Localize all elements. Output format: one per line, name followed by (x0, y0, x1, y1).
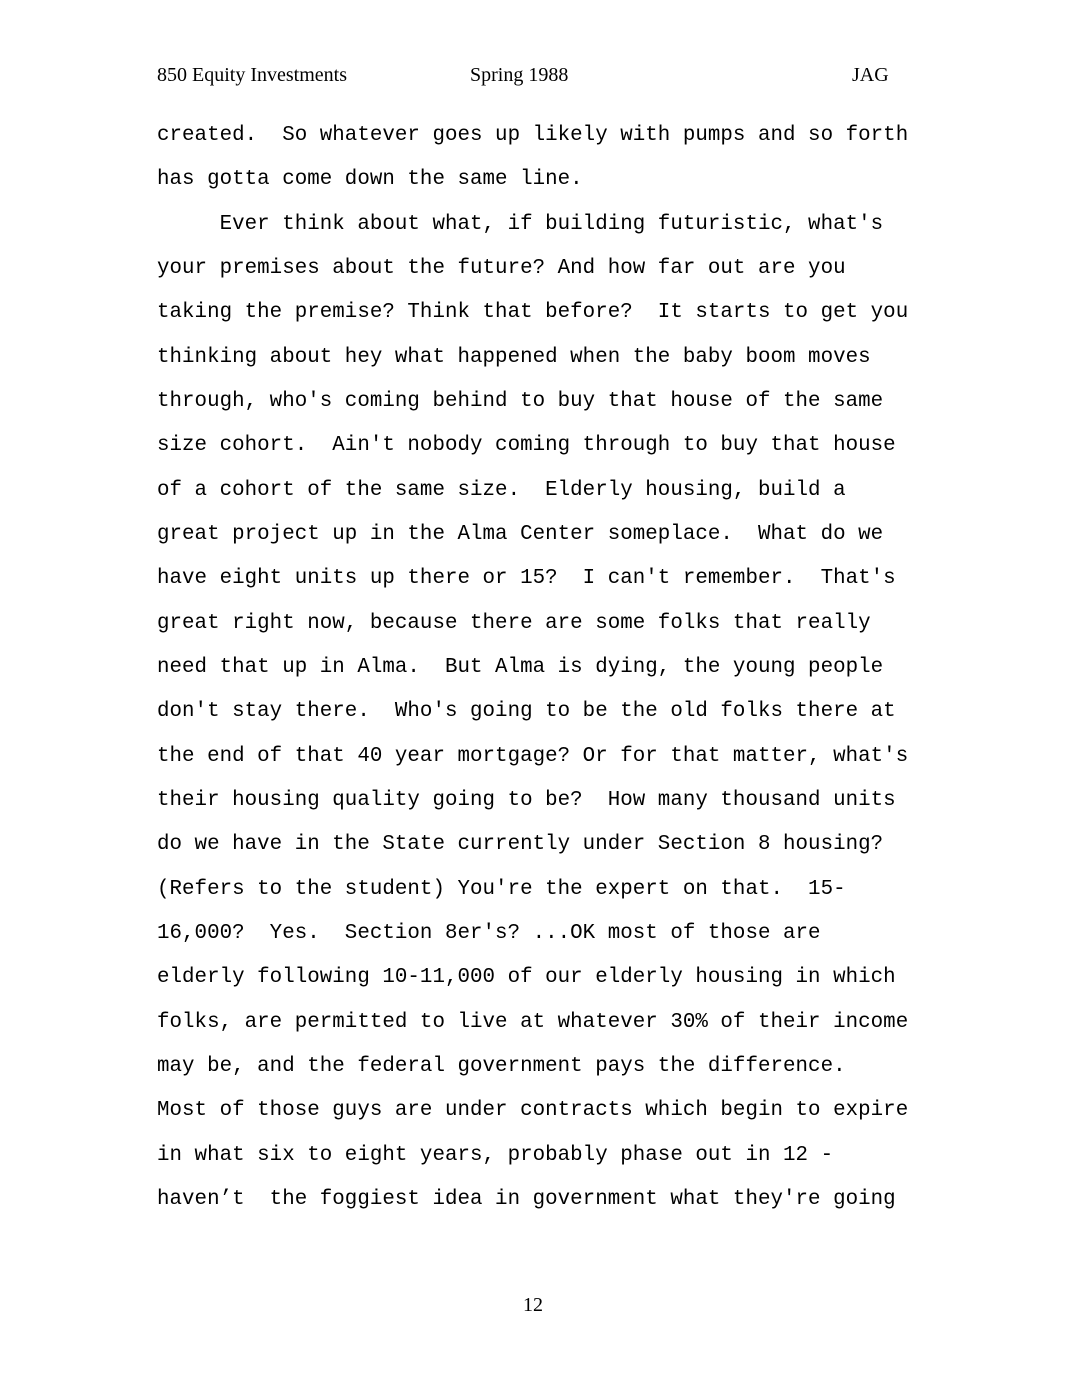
text-line: thinking about hey what happened when the baby boom moves (157, 345, 871, 369)
text-line: do we have in the State currently under Section 8 housing? (157, 833, 884, 857)
text-line: in what six to eight years, probably phase out in 12 - (157, 1143, 834, 1167)
text-line: your premises about the future? And how far out are you (157, 256, 846, 280)
transcript-body (157, 120, 937, 1228)
text-line: (Refers to the student) You're the expert on that. 15- (157, 877, 846, 901)
text-line: great right now, because there are some folks that really (157, 611, 871, 635)
text-line: Ever think about what, if building futuristic, what's (157, 212, 884, 236)
header-initials: JAG (852, 64, 889, 86)
header-course-title: 850 Equity Investments (157, 64, 347, 86)
text-line: created. So whatever goes up likely with pumps and so forth (157, 124, 909, 147)
text-line: may be, and the federal government pays the difference. (157, 1054, 846, 1078)
text-line: haven’t the foggiest idea in government what they're going (157, 1187, 896, 1211)
text-line: the end of that 40 year mortgage? Or for that matter, what's (157, 744, 909, 768)
header-term: Spring 1988 (470, 64, 569, 86)
text-line: elderly following 10-11,000 of our elderly housing in which (157, 966, 896, 990)
text-line: Most of those guys are under contracts which begin to expire (157, 1099, 909, 1123)
text-line: has gotta come down the same line. (157, 168, 583, 192)
text-line: folks, are permitted to live at whatever 30% of their income (157, 1010, 909, 1034)
text-line: need that up in Alma. But Alma is dying, the young people (157, 655, 884, 679)
text-line: 16,000? Yes. Section 8er's? ...OK most of those are (157, 921, 821, 945)
text-line: don't stay there. Who's going to be the old folks there at (157, 700, 896, 724)
text-line: have eight units up there or 15? I can't remember. That's (157, 567, 896, 591)
text-line: great project up in the Alma Center someplace. What do we (157, 522, 884, 546)
text-line: of a cohort of the same size. Elderly housing, build a (157, 478, 846, 502)
text-line: through, who's coming behind to buy that house of the same (157, 389, 884, 413)
text-line: taking the premise? Think that before? It starts to get you (157, 301, 909, 325)
page-number: 12 (523, 1294, 543, 1316)
text-line: size cohort. Ain't nobody coming through to buy that house (157, 434, 896, 458)
text-line: their housing quality going to be? How many thousand units (157, 788, 896, 812)
